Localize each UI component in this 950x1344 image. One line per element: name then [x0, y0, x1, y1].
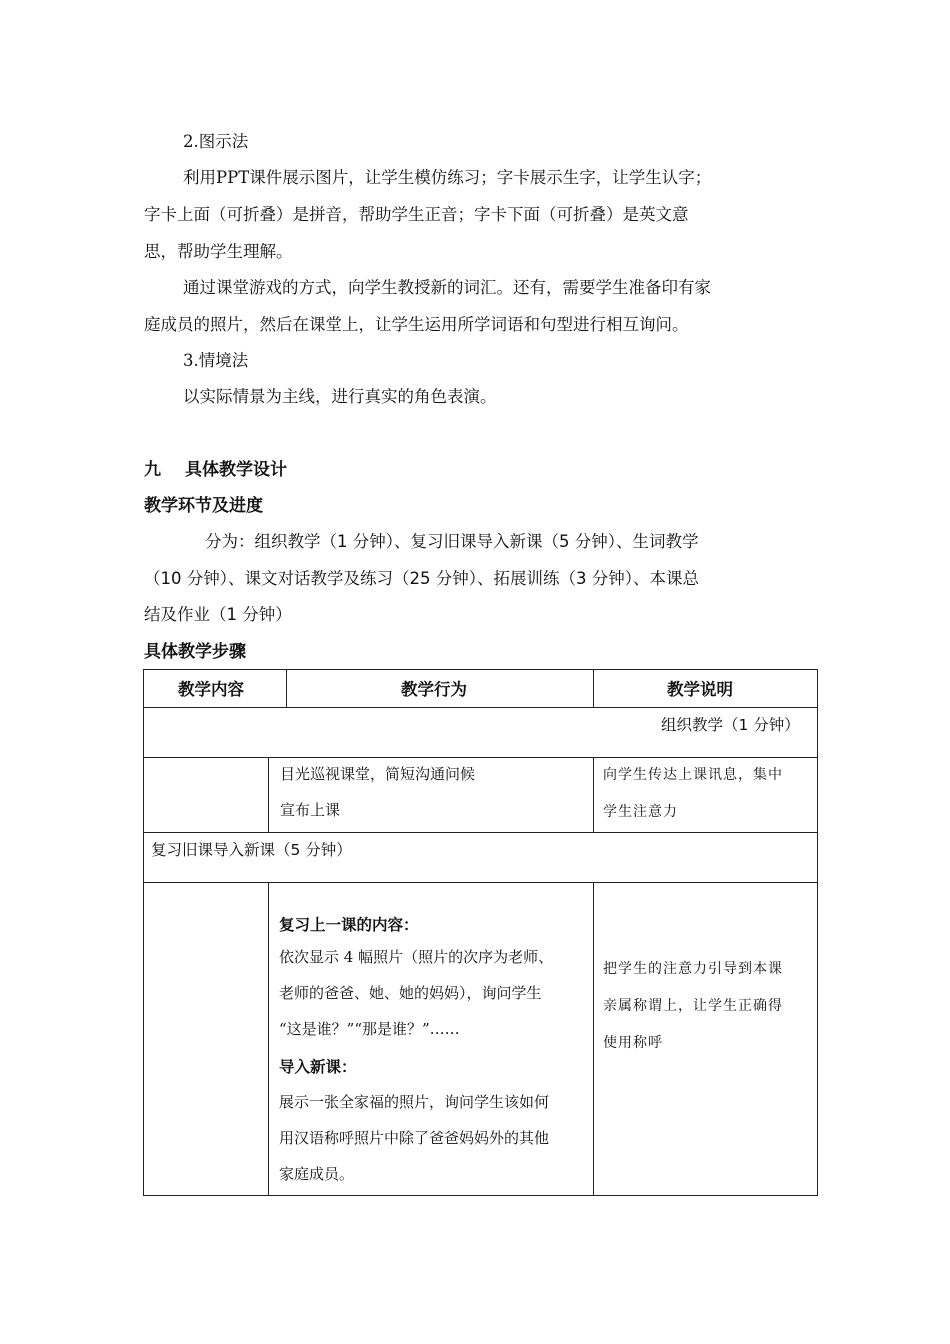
stage-label-organize: 组织教学（1 分钟） [661, 716, 800, 734]
behavior-line: 目光巡视课堂，简短沟通问候 [280, 765, 476, 783]
text-line: （10 分钟）、课文对话教学及练习（25 分钟）、拓展训练（3 分钟）、本课总 [144, 569, 699, 588]
note-line: 亲属称谓上，让学生正确得 [603, 998, 783, 1014]
column-header-note: 教学说明 [667, 680, 733, 699]
table-border-bottom [143, 1195, 818, 1196]
note-line: 把学生的注意力引导到本课 [603, 961, 783, 977]
section-9-heading [144, 455, 287, 480]
text-line: 通过课堂游戏的方式，向学生教授新的词汇。还有，需要学生准备印有家 [183, 278, 711, 297]
method-3-title: 3.情境法 [183, 351, 249, 370]
note-line: 使用称呼 [603, 1035, 663, 1051]
text-line: 结及作业（1 分钟） [144, 605, 292, 624]
table-border-left [143, 669, 144, 1196]
text-line: 利用PPT课件展示图片，让学生模仿练习；字卡展示生字，让学生认字； [183, 168, 712, 187]
table-col-divider [593, 757, 594, 832]
table-col-divider [268, 882, 269, 1195]
schedule-heading: 教学环节及进度 [144, 496, 263, 516]
table-border-top [143, 669, 818, 670]
note-line: 向学生传达上课讯息，集中 [603, 767, 783, 783]
behavior-line: 展示一张全家福的照片，询问学生该如何 [279, 1093, 550, 1111]
method-3-paragraph: 以实际情景为主线，进行真实的角色表演。 [183, 387, 497, 406]
note-line: 学生注意力 [603, 804, 678, 820]
column-header-behavior: 教学行为 [401, 680, 467, 699]
behavior-line: 依次显示 4 幅照片（照片的次序为老师、 [279, 948, 554, 966]
text-line: 分为：组织教学（1 分钟）、复习旧课导入新课（5 分钟）、生词教学 [205, 532, 699, 551]
steps-heading: 具体教学步骤 [144, 642, 246, 662]
table-col-divider [268, 757, 269, 832]
table-rule [143, 832, 818, 833]
table-rule [143, 882, 818, 883]
behavior-line: 用汉语称呼照片中除了爸爸妈妈外的其他 [279, 1129, 550, 1147]
text-line: 庭成员的照片，然后在课堂上，让学生运用所学词语和句型进行相互询问。 [144, 315, 689, 334]
section-title: 具体教学设计 [185, 460, 287, 480]
table-rule [143, 757, 818, 758]
table-col-divider [593, 669, 594, 707]
behavior-line: 老师的爸爸、她、她的妈妈），询问学生 [279, 984, 542, 1002]
column-header-content: 教学内容 [178, 680, 244, 699]
review-title: 复习上一课的内容： [279, 916, 419, 934]
behavior-line: “这是谁？”“那是谁？”…… [279, 1020, 460, 1038]
text-line: 思，帮助学生理解。 [144, 242, 293, 261]
table-col-divider [593, 882, 594, 1195]
table-border-right [817, 669, 818, 1196]
section-number: 九 [144, 460, 161, 480]
stage-label-review: 复习旧课导入新课（5 分钟） [151, 841, 352, 859]
text-line: 字卡上面（可折叠）是拼音，帮助学生正音；字卡下面（可折叠）是英文意 [144, 205, 689, 224]
behavior-line: 家庭成员。 [279, 1165, 355, 1183]
table-rule [143, 707, 818, 708]
behavior-line: 宣布上课 [280, 801, 341, 819]
intro-title: 导入新课： [279, 1058, 357, 1076]
method-2-title: 2.图示法 [183, 132, 249, 151]
table-col-divider [286, 669, 287, 707]
